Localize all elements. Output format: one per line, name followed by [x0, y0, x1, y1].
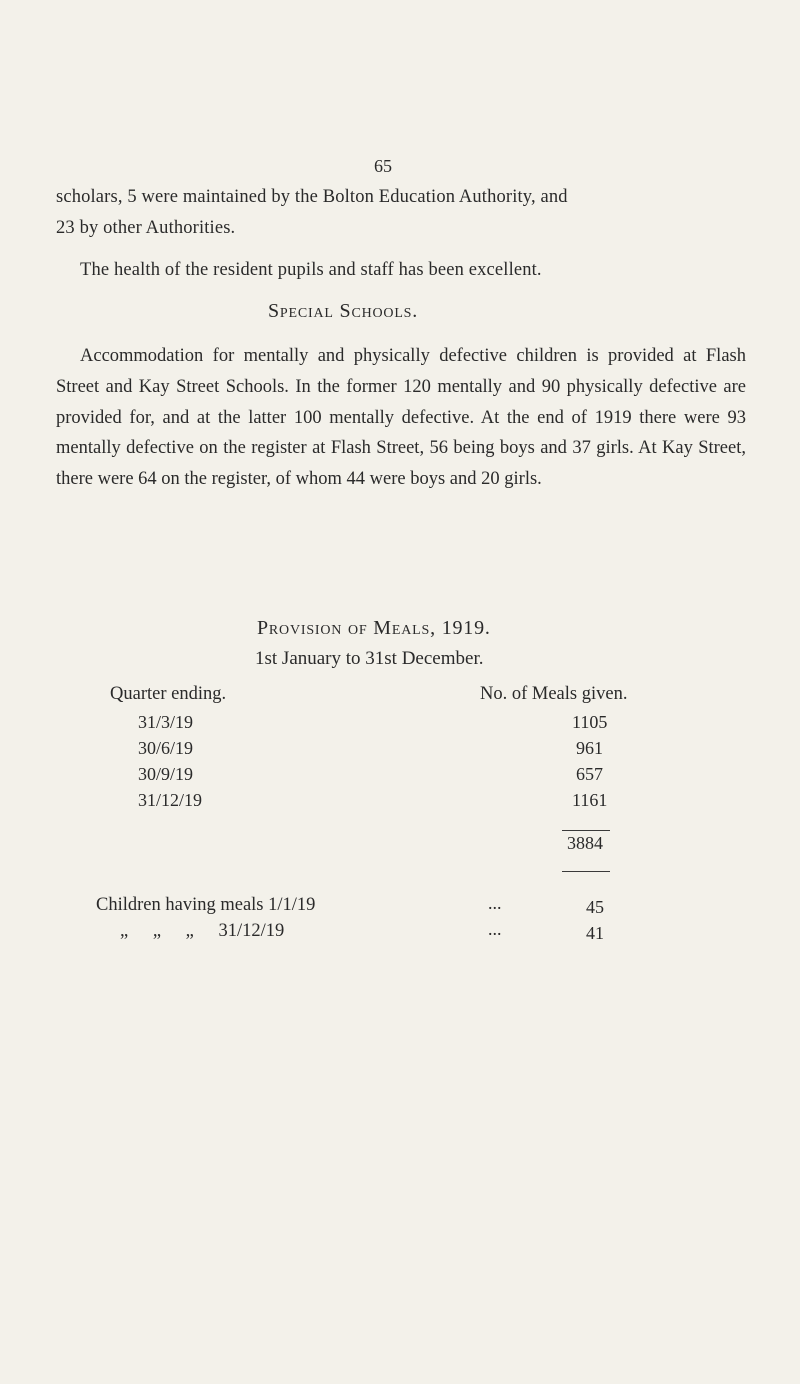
total-rule-bottom — [562, 871, 610, 872]
meals-heading: Provision of Meals, 1919. — [257, 617, 491, 639]
meals-cell: 1161 — [572, 790, 608, 810]
meals-total: 3884 — [567, 833, 603, 853]
meals-subheading: 1st January to 31st December. — [255, 648, 484, 669]
continuation-line-1: scholars, 5 were maintained by the Bolton Education Authority, and — [56, 187, 568, 207]
quarter-cell: 30/6/19 — [138, 738, 194, 758]
children-count: 41 — [586, 923, 604, 943]
column-header-quarter: Quarter ending. — [110, 684, 227, 704]
continuation-line-2: 23 by other Authorities. — [56, 218, 236, 238]
page-number: 65 — [374, 156, 392, 176]
children-count: 45 — [586, 897, 604, 917]
quarter-cell: 31/12/19 — [138, 790, 203, 810]
quarter-cell: 30/9/19 — [138, 764, 194, 784]
special-schools-paragraph: Accommodation for mentally and physically defective children is provided at Flash Street and Kay Street Schools. In the former 120 mentally and 90 physically defective are provided for, and at the latter 100 mentally defective. At the end of 1919 there were 93 mentally defective on the register at Flash Street, 56 being boys and 37 girls. At Kay Street, there were 64 on the register, of whom 44 were boys and 20 girls. — [56, 346, 746, 490]
children-label: „ „ „ 31/12/19 — [120, 921, 285, 941]
meals-cell: 1105 — [572, 712, 608, 732]
health-statement: The health of the resident pupils and staff has been excellent. — [80, 260, 542, 280]
special-schools-heading: Special Schools. — [268, 300, 419, 322]
column-header-meals: No. of Meals given. — [480, 684, 628, 704]
total-rule-top — [562, 830, 610, 831]
meals-cell: 657 — [576, 764, 603, 784]
leader-dots: ... — [488, 919, 502, 939]
quarter-cell: 31/3/19 — [138, 712, 194, 732]
meals-cell: 961 — [576, 738, 603, 758]
leader-dots: ... — [488, 893, 502, 913]
children-label: Children having meals 1/1/19 — [96, 895, 316, 915]
